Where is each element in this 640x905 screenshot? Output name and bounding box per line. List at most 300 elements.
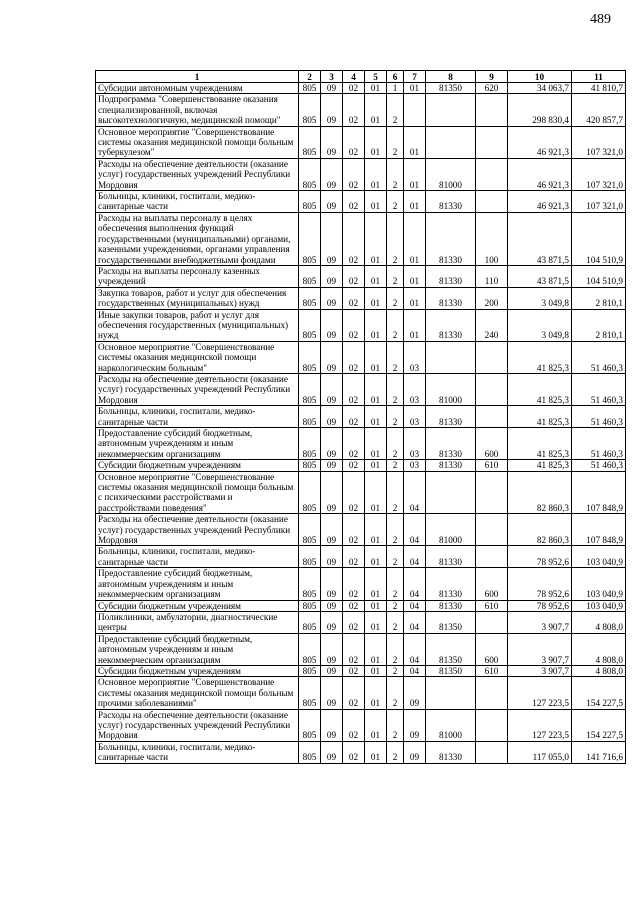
row-name: Субсидии бюджетным учреждениям (96, 600, 299, 611)
header-cell: 6 (387, 71, 404, 83)
row-name: Расходы на выплаты персоналу в целях обеспечения выполнения функций государственными (муниципальными) органами, казенными учреждениями, органами управления государственными внебюджетными фондами (96, 212, 299, 265)
col-2-code: 805 (299, 460, 321, 471)
col-8-code: 81330 (426, 265, 476, 287)
col-8-code: 81350 (426, 665, 476, 676)
col-9-code (476, 406, 508, 428)
col-6-code: 2 (387, 191, 404, 213)
row-name: Субсидии автономным учреждениям (96, 83, 299, 94)
table-row (96, 600, 626, 611)
col-5-code: 01 (365, 460, 387, 471)
col-4-code: 02 (343, 741, 365, 763)
col-8-code: 81330 (426, 287, 476, 309)
col-5-code: 01 (365, 126, 387, 158)
col-11-amount: 107 848,9 (572, 471, 626, 514)
header-row (96, 71, 626, 83)
col-7-code: 09 (404, 677, 426, 709)
col-5-code: 01 (365, 665, 387, 676)
col-2-code: 805 (299, 265, 321, 287)
col-3-code: 09 (321, 287, 343, 309)
col-3-code: 09 (321, 373, 343, 405)
col-7-code: 01 (404, 158, 426, 190)
col-8-code (426, 341, 476, 373)
col-11-amount: 51 460,3 (572, 428, 626, 460)
col-7-code: 04 (404, 471, 426, 514)
col-6-code: 2 (387, 265, 404, 287)
col-4-code: 02 (343, 212, 365, 265)
col-11-amount: 51 460,3 (572, 460, 626, 471)
col-10-amount: 41 825,3 (508, 460, 572, 471)
col-9-code: 610 (476, 665, 508, 676)
col-9-code (476, 677, 508, 709)
col-2-code: 805 (299, 83, 321, 94)
col-2-code: 805 (299, 709, 321, 741)
col-3-code: 09 (321, 191, 343, 213)
col-10-amount: 127 223,5 (508, 709, 572, 741)
col-7-code (404, 94, 426, 126)
col-2-code: 805 (299, 428, 321, 460)
col-5-code: 01 (365, 514, 387, 546)
col-2-code: 805 (299, 406, 321, 428)
col-5-code: 01 (365, 741, 387, 763)
col-8-code: 81330 (426, 568, 476, 600)
col-5-code: 01 (365, 568, 387, 600)
col-3-code: 09 (321, 309, 343, 341)
col-9-code: 100 (476, 212, 508, 265)
table-row (96, 741, 626, 763)
col-10-amount: 3 049,8 (508, 309, 572, 341)
table-row (96, 665, 626, 676)
col-2-code: 805 (299, 665, 321, 676)
col-6-code: 2 (387, 212, 404, 265)
col-5-code: 01 (365, 158, 387, 190)
col-9-code (476, 341, 508, 373)
row-name: Иные закупки товаров, работ и услуг для обеспечения государственных (муниципальных) нужд (96, 309, 299, 341)
table-row (96, 373, 626, 405)
col-11-amount: 104 510,9 (572, 265, 626, 287)
col-10-amount: 82 860,3 (508, 471, 572, 514)
col-11-amount: 154 227,5 (572, 677, 626, 709)
table-row (96, 428, 626, 460)
col-4-code: 02 (343, 373, 365, 405)
col-9-code: 620 (476, 83, 508, 94)
header-cell: 7 (404, 71, 426, 83)
table-row (96, 309, 626, 341)
header-cell: 11 (572, 71, 626, 83)
row-name: Больницы, клиники, госпитали, медико-санитарные части (96, 546, 299, 568)
col-9-code: 200 (476, 287, 508, 309)
col-4-code: 02 (343, 677, 365, 709)
col-7-code: 01 (404, 126, 426, 158)
col-6-code: 2 (387, 709, 404, 741)
col-6-code: 2 (387, 341, 404, 373)
col-10-amount: 298 830,4 (508, 94, 572, 126)
table-row (96, 677, 626, 709)
col-5-code: 01 (365, 677, 387, 709)
col-8-code: 81330 (426, 191, 476, 213)
table-row (96, 287, 626, 309)
col-10-amount: 3 907,7 (508, 665, 572, 676)
col-7-code: 01 (404, 287, 426, 309)
col-5-code: 01 (365, 633, 387, 665)
col-11-amount: 420 857,7 (572, 94, 626, 126)
budget-table (95, 70, 626, 764)
col-4-code: 02 (343, 406, 365, 428)
col-11-amount: 141 716,6 (572, 741, 626, 763)
table-body (96, 83, 626, 764)
col-9-code (476, 158, 508, 190)
col-10-amount: 3 049,8 (508, 287, 572, 309)
col-10-amount: 41 825,3 (508, 406, 572, 428)
col-8-code: 81330 (426, 212, 476, 265)
col-6-code: 2 (387, 633, 404, 665)
col-11-amount: 154 227,5 (572, 709, 626, 741)
col-6-code: 2 (387, 471, 404, 514)
col-10-amount: 127 223,5 (508, 677, 572, 709)
col-8-code: 81350 (426, 633, 476, 665)
row-name: Больницы, клиники, госпитали, медико-санитарные части (96, 191, 299, 213)
col-7-code: 04 (404, 568, 426, 600)
col-6-code: 2 (387, 611, 404, 633)
col-6-code: 2 (387, 158, 404, 190)
col-3-code: 09 (321, 600, 343, 611)
table-row (96, 633, 626, 665)
col-4-code: 02 (343, 94, 365, 126)
col-7-code: 03 (404, 373, 426, 405)
col-4-code: 02 (343, 568, 365, 600)
row-name: Основное мероприятие "Совершенствование системы оказания медицинской помощи больным прочими заболеваниями" (96, 677, 299, 709)
col-5-code: 01 (365, 212, 387, 265)
col-3-code: 09 (321, 265, 343, 287)
col-9-code (476, 741, 508, 763)
header-cell: 9 (476, 71, 508, 83)
row-name: Подпрограмма "Совершенствование оказания специализированной, включая высокотехнологичную, медицинской помощи" (96, 94, 299, 126)
col-9-code: 610 (476, 460, 508, 471)
col-3-code: 09 (321, 677, 343, 709)
col-10-amount: 34 063,7 (508, 83, 572, 94)
col-9-code: 110 (476, 265, 508, 287)
page-number: 489 (590, 12, 611, 27)
col-10-amount: 41 825,3 (508, 373, 572, 405)
col-7-code: 04 (404, 665, 426, 676)
col-11-amount: 104 510,9 (572, 212, 626, 265)
col-2-code: 805 (299, 212, 321, 265)
col-5-code: 01 (365, 546, 387, 568)
header-cell: 4 (343, 71, 365, 83)
col-5-code: 01 (365, 611, 387, 633)
col-8-code: 81350 (426, 83, 476, 94)
row-name: Закупка товаров, работ и услуг для обеспечения государственных (муниципальных) нужд (96, 287, 299, 309)
row-name: Расходы на обеспечение деятельности (оказание услуг) государственных учреждений Республики Мордовия (96, 709, 299, 741)
col-7-code: 03 (404, 406, 426, 428)
col-5-code: 01 (365, 406, 387, 428)
col-3-code: 09 (321, 94, 343, 126)
col-6-code: 2 (387, 428, 404, 460)
col-5-code: 01 (365, 373, 387, 405)
col-9-code: 600 (476, 428, 508, 460)
col-2-code: 805 (299, 373, 321, 405)
col-11-amount: 51 460,3 (572, 406, 626, 428)
col-6-code: 2 (387, 309, 404, 341)
row-name: Основное мероприятие "Совершенствование системы оказания медицинской помощи больным туберкулезом" (96, 126, 299, 158)
col-3-code: 09 (321, 341, 343, 373)
col-6-code: 2 (387, 677, 404, 709)
col-10-amount: 3 907,7 (508, 633, 572, 665)
col-7-code: 01 (404, 191, 426, 213)
col-7-code: 03 (404, 428, 426, 460)
col-2-code: 805 (299, 633, 321, 665)
col-10-amount: 46 921,3 (508, 126, 572, 158)
col-11-amount: 4 808,0 (572, 611, 626, 633)
table-row (96, 471, 626, 514)
col-4-code: 02 (343, 546, 365, 568)
col-3-code: 09 (321, 665, 343, 676)
table-row (96, 191, 626, 213)
col-6-code: 2 (387, 546, 404, 568)
table-row (96, 83, 626, 94)
col-8-code: 81330 (426, 546, 476, 568)
col-6-code: 2 (387, 406, 404, 428)
col-8-code: 81330 (426, 460, 476, 471)
col-7-code: 04 (404, 514, 426, 546)
header-cell: 2 (299, 71, 321, 83)
table-row (96, 568, 626, 600)
col-7-code: 04 (404, 546, 426, 568)
col-8-code (426, 126, 476, 158)
col-10-amount: 46 921,3 (508, 158, 572, 190)
row-name: Предоставление субсидий бюджетным, автономным учреждениям и иным некоммерческим организациям (96, 428, 299, 460)
table-row (96, 514, 626, 546)
col-4-code: 02 (343, 309, 365, 341)
col-7-code: 03 (404, 341, 426, 373)
col-9-code (476, 471, 508, 514)
table-row (96, 126, 626, 158)
col-3-code: 09 (321, 158, 343, 190)
col-10-amount: 43 871,5 (508, 265, 572, 287)
col-3-code: 09 (321, 471, 343, 514)
col-8-code: 81330 (426, 309, 476, 341)
col-4-code: 02 (343, 191, 365, 213)
col-6-code: 2 (387, 514, 404, 546)
col-10-amount: 41 825,3 (508, 341, 572, 373)
col-5-code: 01 (365, 471, 387, 514)
col-3-code: 09 (321, 428, 343, 460)
col-11-amount: 4 808,0 (572, 665, 626, 676)
table-row (96, 709, 626, 741)
col-6-code: 2 (387, 600, 404, 611)
col-9-code: 600 (476, 568, 508, 600)
col-6-code: 2 (387, 568, 404, 600)
col-8-code: 81000 (426, 158, 476, 190)
col-3-code: 09 (321, 460, 343, 471)
col-3-code: 09 (321, 741, 343, 763)
col-4-code: 02 (343, 341, 365, 373)
col-11-amount: 103 040,9 (572, 600, 626, 611)
row-name: Предоставление субсидий бюджетным, автономным учреждениям и иным некоммерческим организациям (96, 633, 299, 665)
col-3-code: 09 (321, 633, 343, 665)
col-8-code: 81000 (426, 709, 476, 741)
table-row (96, 94, 626, 126)
col-11-amount: 103 040,9 (572, 546, 626, 568)
col-10-amount: 46 921,3 (508, 191, 572, 213)
col-2-code: 805 (299, 600, 321, 611)
col-8-code: 81330 (426, 406, 476, 428)
col-2-code: 805 (299, 514, 321, 546)
table-row (96, 406, 626, 428)
col-9-code (476, 94, 508, 126)
col-4-code: 02 (343, 428, 365, 460)
col-11-amount: 51 460,3 (572, 373, 626, 405)
row-name: Основное мероприятие "Совершенствование системы оказания медицинской помощи больным с психическими расстройствами и расстройствами поведения" (96, 471, 299, 514)
col-5-code: 01 (365, 83, 387, 94)
col-6-code: 2 (387, 287, 404, 309)
col-4-code: 02 (343, 158, 365, 190)
col-7-code: 09 (404, 709, 426, 741)
col-10-amount: 78 952,6 (508, 568, 572, 600)
col-8-code: 81000 (426, 373, 476, 405)
col-9-code (476, 373, 508, 405)
col-8-code: 81330 (426, 428, 476, 460)
col-11-amount: 51 460,3 (572, 341, 626, 373)
col-11-amount: 2 810,1 (572, 309, 626, 341)
row-name: Основное мероприятие "Совершенствование системы оказания медицинской помощи наркологическим больным" (96, 341, 299, 373)
col-7-code: 04 (404, 633, 426, 665)
col-11-amount: 2 810,1 (572, 287, 626, 309)
col-6-code: 2 (387, 126, 404, 158)
col-7-code: 04 (404, 611, 426, 633)
col-11-amount: 41 810,7 (572, 83, 626, 94)
col-4-code: 02 (343, 600, 365, 611)
col-11-amount: 107 321,0 (572, 158, 626, 190)
col-2-code: 805 (299, 741, 321, 763)
table-row (96, 341, 626, 373)
col-7-code: 01 (404, 265, 426, 287)
row-name: Больницы, клиники, госпитали, медико-санитарные части (96, 406, 299, 428)
col-2-code: 805 (299, 677, 321, 709)
col-10-amount: 43 871,5 (508, 212, 572, 265)
col-2-code: 805 (299, 568, 321, 600)
col-2-code: 805 (299, 94, 321, 126)
col-8-code: 81350 (426, 611, 476, 633)
col-9-code (476, 709, 508, 741)
col-2-code: 805 (299, 611, 321, 633)
row-name: Предоставление субсидий бюджетным, автономным учреждениям и иным некоммерческим организациям (96, 568, 299, 600)
col-6-code: 2 (387, 741, 404, 763)
table-row (96, 611, 626, 633)
col-9-code (476, 191, 508, 213)
col-11-amount: 4 808,0 (572, 633, 626, 665)
col-7-code: 01 (404, 309, 426, 341)
header-cell: 8 (426, 71, 476, 83)
col-4-code: 02 (343, 471, 365, 514)
col-3-code: 09 (321, 514, 343, 546)
col-11-amount: 107 321,0 (572, 191, 626, 213)
col-5-code: 01 (365, 287, 387, 309)
col-11-amount: 107 848,9 (572, 514, 626, 546)
col-9-code (476, 546, 508, 568)
table-row (96, 265, 626, 287)
col-2-code: 805 (299, 309, 321, 341)
col-3-code: 09 (321, 212, 343, 265)
row-name: Расходы на выплаты персоналу казенных учреждений (96, 265, 299, 287)
col-8-code: 81330 (426, 600, 476, 611)
header-cell: 3 (321, 71, 343, 83)
col-5-code: 01 (365, 341, 387, 373)
col-2-code: 805 (299, 126, 321, 158)
col-8-code: 81000 (426, 514, 476, 546)
row-name: Больницы, клиники, госпитали, медико-санитарные части (96, 741, 299, 763)
col-9-code (476, 514, 508, 546)
col-5-code: 01 (365, 709, 387, 741)
col-7-code: 09 (404, 741, 426, 763)
col-2-code: 805 (299, 546, 321, 568)
col-5-code: 01 (365, 428, 387, 460)
col-3-code: 09 (321, 83, 343, 94)
row-name: Поликлиники, амбулатории, диагностические центры (96, 611, 299, 633)
col-8-code (426, 94, 476, 126)
header-cell: 5 (365, 71, 387, 83)
col-3-code: 09 (321, 126, 343, 158)
table-row (96, 212, 626, 265)
col-3-code: 09 (321, 568, 343, 600)
col-6-code: 2 (387, 373, 404, 405)
col-10-amount: 78 952,6 (508, 600, 572, 611)
header-cell: 1 (96, 71, 299, 83)
col-7-code: 01 (404, 83, 426, 94)
col-10-amount: 82 860,3 (508, 514, 572, 546)
col-4-code: 02 (343, 665, 365, 676)
col-9-code (476, 126, 508, 158)
col-8-code: 81330 (426, 741, 476, 763)
col-11-amount: 103 040,9 (572, 568, 626, 600)
row-name: Субсидии бюджетным учреждениям (96, 460, 299, 471)
col-6-code: 2 (387, 665, 404, 676)
col-2-code: 805 (299, 191, 321, 213)
col-8-code (426, 471, 476, 514)
col-2-code: 805 (299, 341, 321, 373)
col-7-code: 03 (404, 460, 426, 471)
col-2-code: 805 (299, 287, 321, 309)
col-2-code: 805 (299, 471, 321, 514)
col-9-code: 240 (476, 309, 508, 341)
col-10-amount: 78 952,6 (508, 546, 572, 568)
row-name: Расходы на обеспечение деятельности (оказание услуг) государственных учреждений Республики Мордовия (96, 158, 299, 190)
col-6-code: 2 (387, 94, 404, 126)
col-6-code: 1 (387, 83, 404, 94)
row-name: Расходы на обеспечение деятельности (оказание услуг) государственных учреждений Республики Мордовия (96, 514, 299, 546)
col-10-amount: 3 907,7 (508, 611, 572, 633)
col-4-code: 02 (343, 611, 365, 633)
col-3-code: 09 (321, 611, 343, 633)
col-3-code: 09 (321, 406, 343, 428)
col-3-code: 09 (321, 709, 343, 741)
table-row (96, 158, 626, 190)
col-10-amount: 117 055,0 (508, 741, 572, 763)
col-11-amount: 107 321,0 (572, 126, 626, 158)
col-9-code (476, 611, 508, 633)
col-7-code: 04 (404, 600, 426, 611)
col-5-code: 01 (365, 191, 387, 213)
col-4-code: 02 (343, 460, 365, 471)
col-4-code: 02 (343, 126, 365, 158)
col-10-amount: 41 825,3 (508, 428, 572, 460)
col-4-code: 02 (343, 633, 365, 665)
table-row (96, 546, 626, 568)
col-6-code: 2 (387, 460, 404, 471)
col-9-code: 600 (476, 633, 508, 665)
col-5-code: 01 (365, 94, 387, 126)
col-9-code: 610 (476, 600, 508, 611)
table-row (96, 460, 626, 471)
